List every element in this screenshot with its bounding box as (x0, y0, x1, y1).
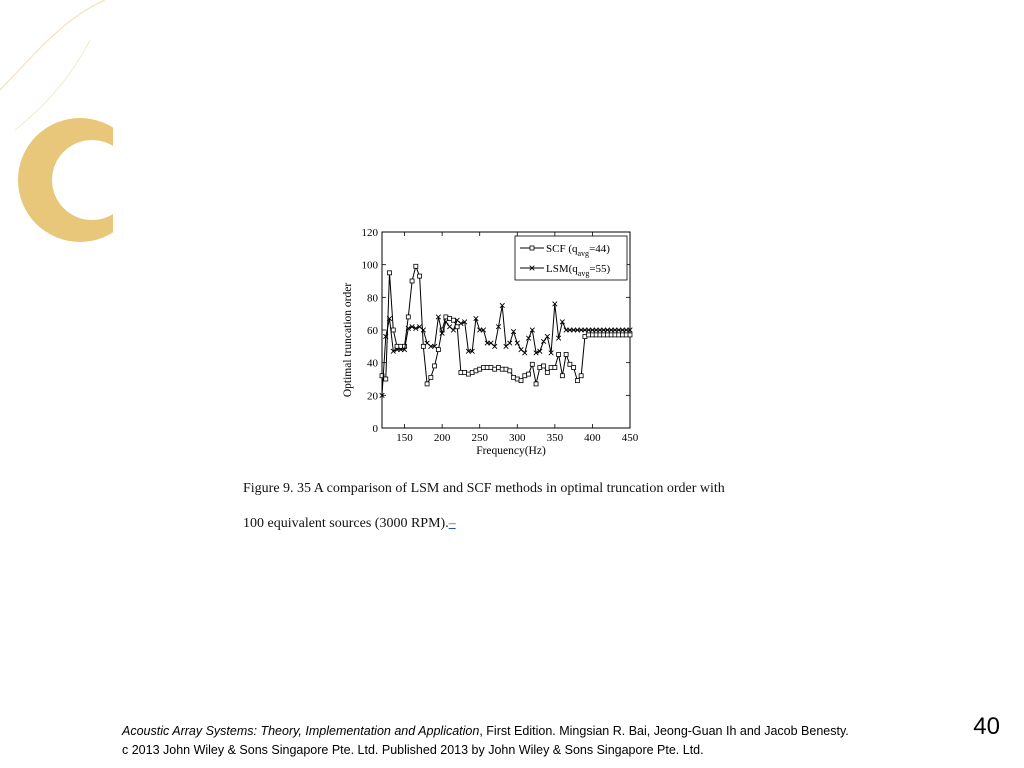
x-tick-label: 300 (509, 432, 526, 444)
data-point (575, 379, 579, 383)
data-point (534, 382, 538, 386)
data-point (564, 353, 568, 357)
data-point (527, 372, 531, 376)
data-point (628, 333, 632, 337)
decor-arc-line-2 (15, 40, 90, 130)
data-point (541, 339, 546, 344)
decorative-ring-ornament (0, 0, 130, 260)
data-point (530, 362, 534, 366)
legend-marker (530, 246, 534, 250)
y-tick-label: 100 (361, 259, 378, 272)
series-line (382, 304, 630, 395)
citation-line1 (122, 724, 849, 738)
data-point (519, 379, 523, 383)
truncation-order-chart (330, 222, 650, 462)
y-tick-label: 120 (361, 227, 378, 239)
y-tick-label: 80 (367, 292, 378, 305)
data-point (433, 364, 437, 368)
data-point (429, 375, 433, 379)
data-point (572, 366, 576, 370)
y-tick-label: 60 (367, 325, 378, 337)
caption-link[interactable]: – (448, 516, 456, 531)
data-point (414, 264, 418, 268)
x-tick-label: 400 (584, 432, 601, 444)
series-line (382, 266, 630, 384)
data-point (410, 279, 414, 283)
slide-number: 40 (973, 713, 1000, 740)
y-tick-label: 40 (367, 357, 378, 370)
data-point (418, 274, 422, 278)
data-point (451, 318, 455, 322)
data-point (545, 370, 549, 374)
data-point (384, 377, 388, 381)
x-tick-label: 350 (546, 432, 564, 444)
x-tick-label: 250 (471, 432, 488, 444)
data-point (508, 369, 512, 373)
data-point (511, 329, 516, 334)
decor-arc-line (0, 0, 105, 95)
data-point (557, 353, 561, 357)
figure-caption-line1: Figure 9. 35 A comparison of LSM and SCF methods in optimal truncation order with (243, 481, 725, 496)
series-lsm (380, 302, 633, 398)
decor-mask (113, 100, 130, 260)
legend-entry: $LSM(q_{avg}=55)$ (546, 263, 611, 278)
citation-authors: , First Edition. Mingsian R. Bai, Jeong-Guan Ih and Jacob Benesty. (479, 724, 849, 738)
book-title: Acoustic Array Systems: Theory, Implementation and Application (122, 724, 480, 738)
x-tick-label: 450 (621, 432, 639, 444)
legend (515, 236, 627, 280)
data-point (553, 366, 557, 370)
legend-entry: SCF $(q_{avg}=44)$ (546, 243, 610, 258)
x-tick-label: 200 (433, 432, 451, 444)
series-layer (380, 264, 633, 397)
figure-caption-line2 (243, 516, 456, 532)
data-point (406, 315, 410, 319)
data-point (388, 271, 392, 275)
data-point (579, 374, 583, 378)
x-tick-label: 150 (396, 432, 413, 444)
figure-caption-text: 100 equivalent sources (3000 RPM). (243, 516, 449, 531)
x-axis-label: Frequency(Hz) (476, 445, 546, 457)
y-tick-label: 20 (367, 390, 378, 403)
y-tick-label: 0 (372, 423, 378, 435)
data-point (560, 374, 564, 378)
citation-line2: c 2013 John Wiley & Sons Singapore Pte. Ltd. Published 2013 by John Wiley & Sons Singapore Pte. Ltd. (122, 743, 704, 757)
data-point (425, 382, 429, 386)
y-axis-label: Optimal truncation order (342, 282, 354, 398)
data-point (391, 328, 395, 332)
data-point (542, 364, 546, 368)
data-point (507, 341, 512, 346)
data-point (451, 328, 456, 333)
